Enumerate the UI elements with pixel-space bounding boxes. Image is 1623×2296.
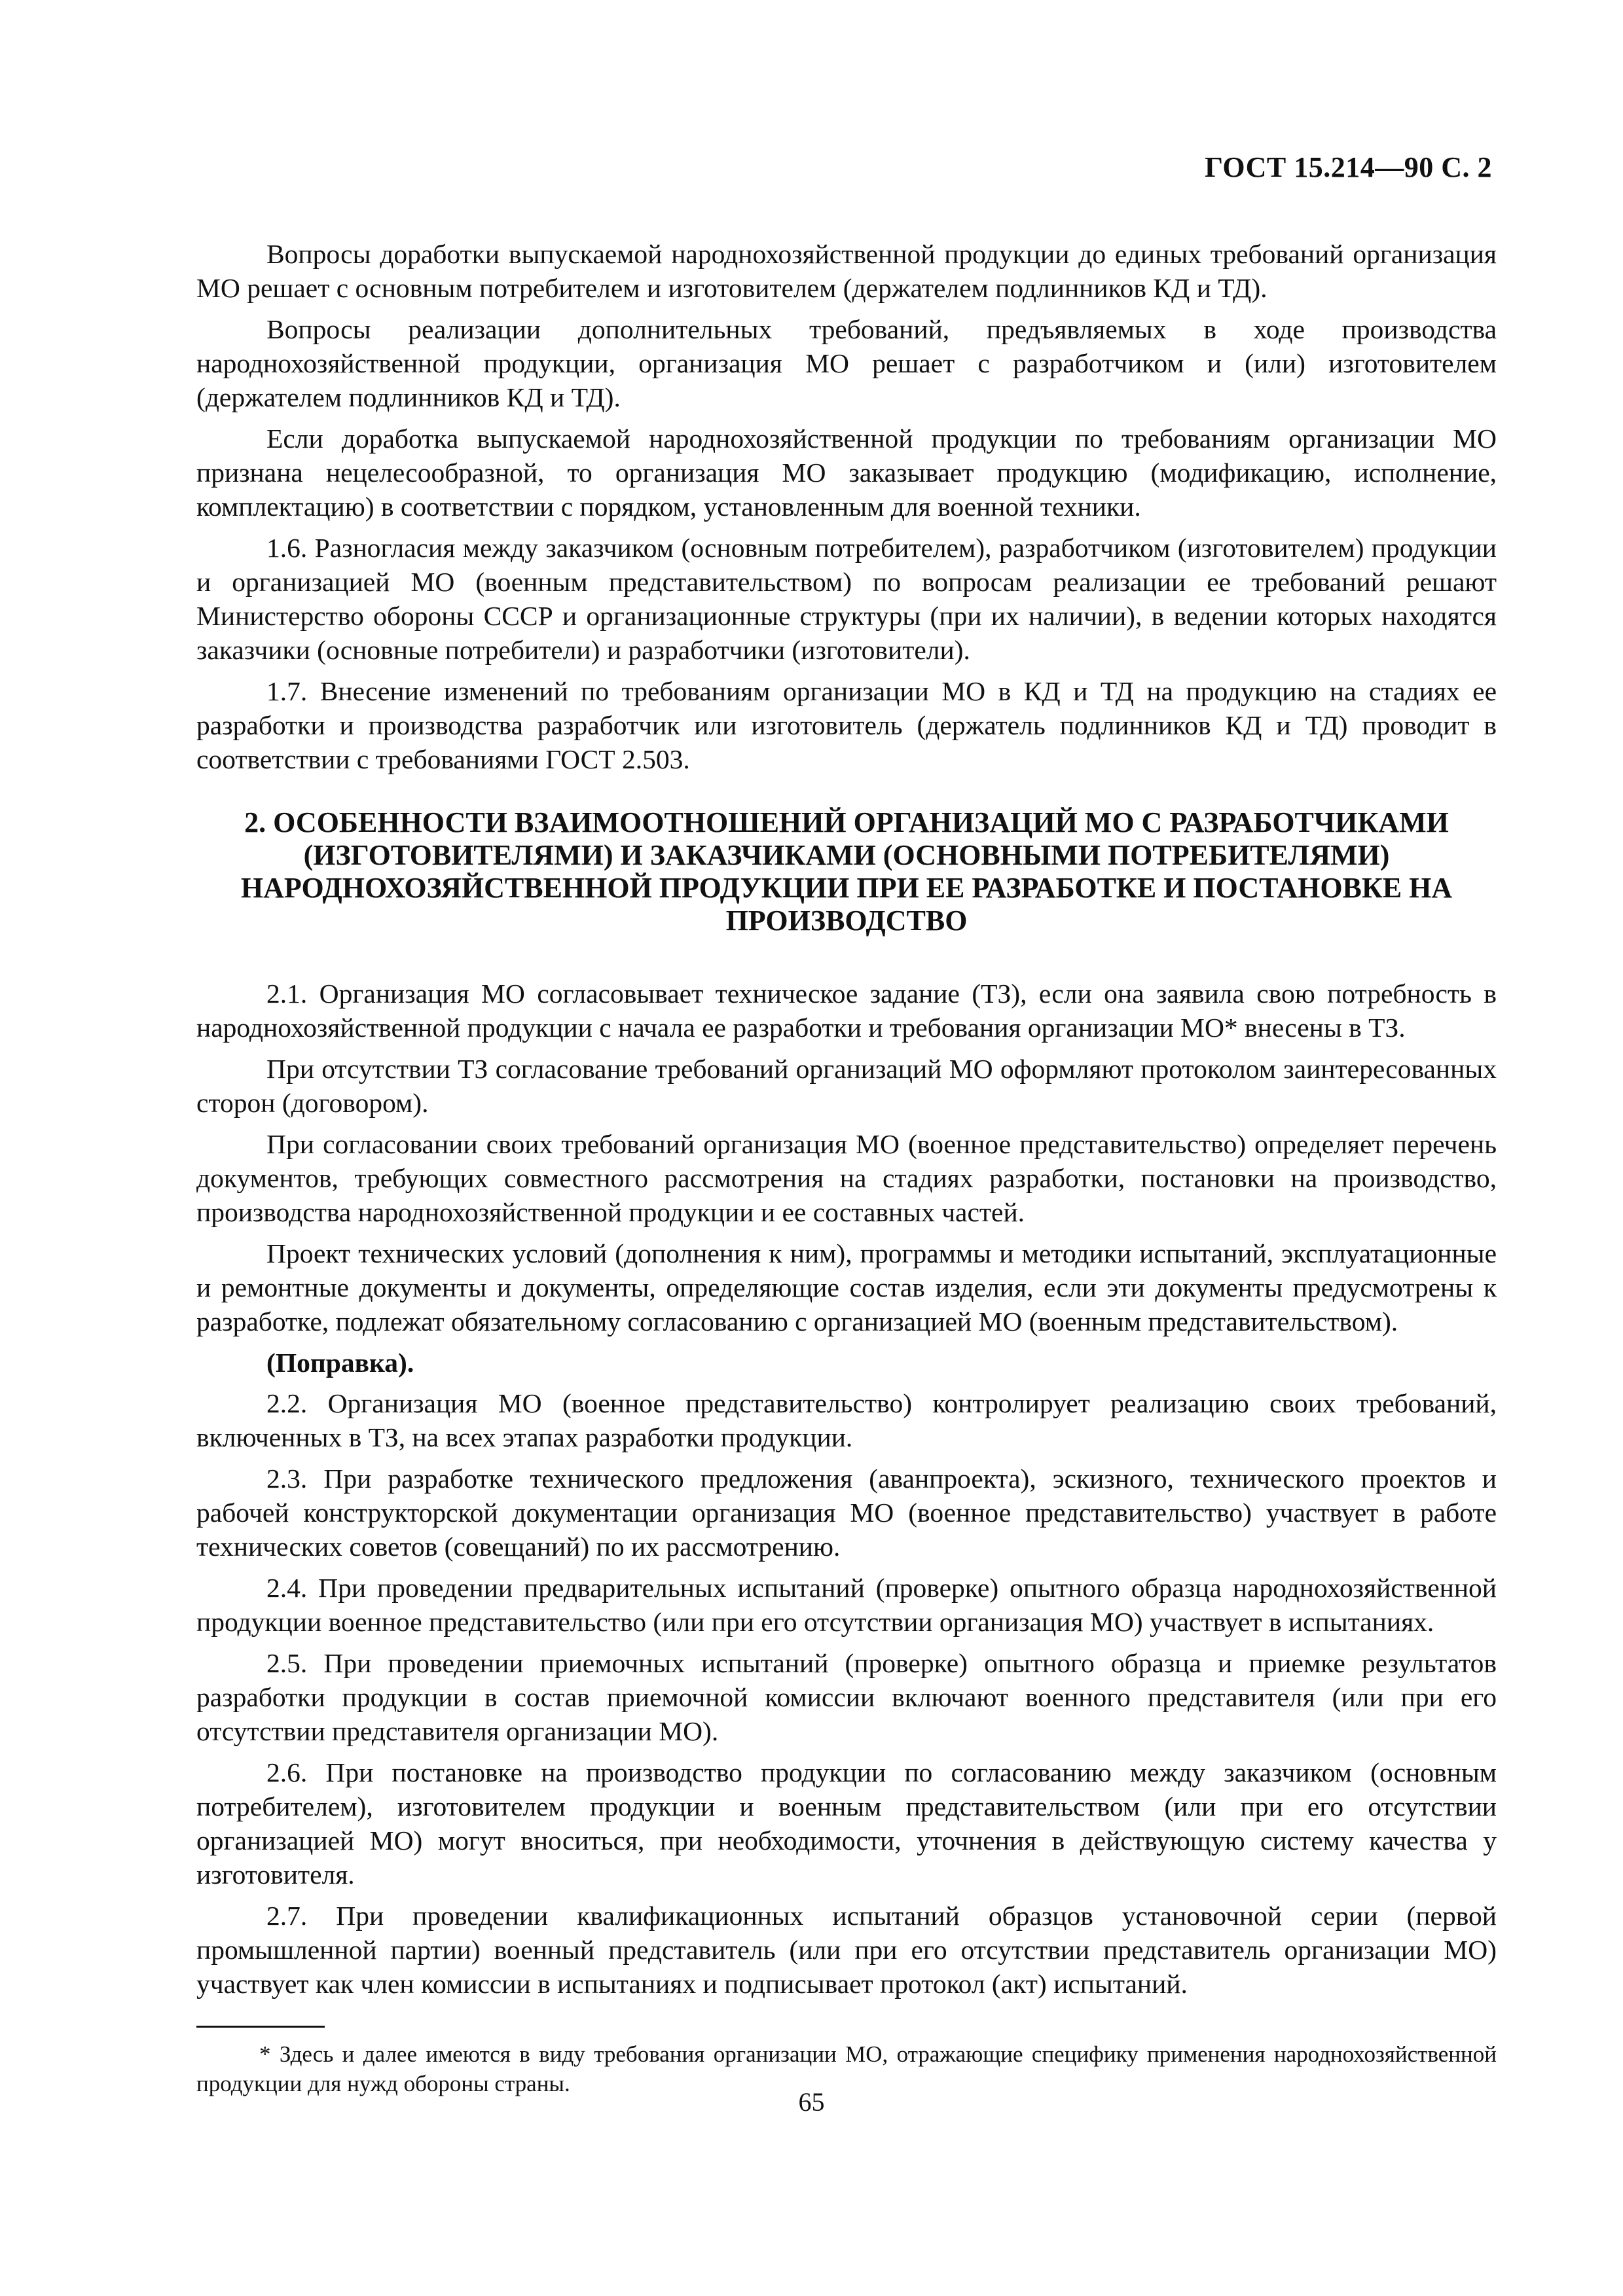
page-header: ГОСТ 15.214—90 С. 2 <box>1204 151 1492 183</box>
footnote-divider <box>196 2026 325 2028</box>
clause-2-6: 2.6. При постановке на производство продукции по согласованию между заказчиком (основным потребителем), изготовителем продукции и военным представительством (или при его отсутствии организацией МО) могут вноситься, при необходимости, уточнения в действующую систему качества у изготовителя. <box>196 1757 1497 1890</box>
clause-2-5: 2.5. При проведении приемочных испытаний (проверке) опытного образца и приемке результатов разработки продукции в состав приемочной комиссии включают военного представителя (или при его отсутствии представителя организации МО). <box>196 1648 1497 1746</box>
amendment-note: (Поправка). <box>266 1348 414 1378</box>
clause-2-3: 2.3. При разработке технического предложения (аванпроекта), эскизного, технического проектов и рабочей конструкторской документации организация МО (военное представительство) участвует в работе технических советов (совещаний) по их рассмотрению. <box>196 1463 1497 1562</box>
footnote: * Здесь и далее имеются в виду требования организации МО, отражающие специфику применения народнохозяйственной продукции для нужд обороны страны. <box>196 2041 1497 2096</box>
clause-1-6: 1.6. Разногласия между заказчиком (основным потребителем), разработчиком (изготовителем) продукции и организацией МО (военным представительством) по вопросам реализации ее требований решают Министерство обороны СССР и организационные структуры (при их наличии), в ведении которых находятся заказчики (основные потребители) и разработчики (изготовители). <box>196 533 1497 665</box>
paragraph: Вопросы доработки выпускаемой народнохозяйственной продукции до единых требований организация МО решает с основным потребителем и изготовителем (держателем подлинников КД и ТД). <box>196 239 1497 303</box>
paragraph: Если доработка выпускаемой народнохозяйственной продукции по требованиям организации МО признана нецелесообразной, то организация МО заказывает продукцию (модификацию, исполнение, комплектацию) в соответствии с порядком, установленным для военной техники. <box>196 423 1497 522</box>
clause-2-2: 2.2. Организация МО (военное представительство) контролирует реализацию своих требований, включенных в ТЗ, на всех этапах разработки продукции. <box>196 1388 1497 1452</box>
clause-1-7: 1.7. Внесение изменений по требованиям организации МО в КД и ТД на продукцию на стадиях ее разработки и производства разработчик или изготовитель (держатель подлинников КД и ТД) проводит в соответствии с требованиями ГОСТ 2.503. <box>196 676 1497 774</box>
clause-2-1: 2.1. Организация МО согласовывает техническое задание (ТЗ), если она заявила свою потребность в народнохозяйственной продукции с начала ее разработки и требования организации МО* внесены в ТЗ. <box>196 978 1497 1043</box>
page-content <box>196 237 1497 2098</box>
paragraph: Проект технических условий (дополнения к ним), программы и методики испытаний, эксплуатационные и ремонтные документы и документы, определяющие состав изделия, если эти документы предусмотрены к разработке, подлежат обязательному согласованию с организацией МО (военным представительством). <box>196 1238 1497 1336</box>
clause-2-7: 2.7. При проведении квалификационных испытаний образцов установочной серии (первой промышленной партии) военный представитель (или при его отсутствии представитель организации МО) участвует как член комиссии в испытаниях и подписывает протокол (акт) испытаний. <box>196 1901 1497 1999</box>
clause-2-4: 2.4. При проведении предварительных испытаний (проверке) опытного образца народнохозяйственной продукции военное представительство (или при его отсутствии организация МО) участвует в испытаниях. <box>196 1573 1497 1637</box>
section-2-title: 2. ОСОБЕННОСТИ ВЗАИМООТНОШЕНИЙ ОРГАНИЗАЦИЙ МО С РАЗРАБОТЧИКАМИ (ИЗГОТОВИТЕЛЯМИ) И ЗАКАЗЧИКАМИ (ОСНОВНЫМИ ПОТРЕБИТЕЛЯМИ) НАРОДНОХОЗЯЙСТВЕННОЙ ПРОДУКЦИИ ПРИ ЕЕ РАЗРАБОТКЕ И ПОСТАНОВКЕ НА ПРОИЗВОДСТВО <box>240 806 1453 937</box>
page-number: 65 <box>798 2087 825 2117</box>
paragraph: При отсутствии ТЗ согласование требований организаций МО оформляют протоколом заинтересованных сторон (договором). <box>196 1054 1497 1118</box>
paragraph: Вопросы реализации дополнительных требований, предъявляемых в ходе производства народнохозяйственной продукции, организация МО решает с разработчиком и (или) изготовителем (держателем подлинников КД и ТД). <box>196 314 1497 412</box>
paragraph: При согласовании своих требований организация МО (военное представительство) определяет перечень документов, требующих совместного рассмотрения на стадиях разработки, постановки на производство, производства народнохозяйственной продукции и ее составных частей. <box>196 1129 1497 1227</box>
